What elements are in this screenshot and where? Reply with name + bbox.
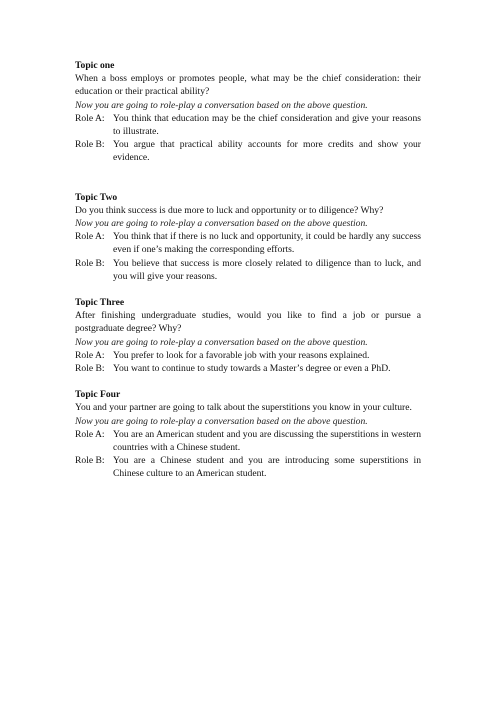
topic-instruction: Now you are going to role-play a conversation based on the above question. bbox=[75, 415, 368, 427]
role-text: You think that education may be the chief consideration and give your reasons to illustrate. bbox=[113, 112, 421, 138]
role-text: You are a Chinese student and you are introducing some superstitions in Chinese culture to an American student. bbox=[113, 455, 421, 480]
role-text: You think that if there is no luck and opportunity, it could be hardly any success even if one’s making the corresponding efforts. bbox=[113, 231, 421, 256]
role-label: Role A: bbox=[75, 349, 105, 361]
document-body bbox=[75, 59, 421, 481]
topic-question: When a boss employs or promotes people, what may be the chief consideration: their education or their practical ability? bbox=[75, 73, 421, 98]
topic-4 bbox=[75, 388, 421, 480]
topic-instruction: Now you are going to role-play a conversation based on the above question. bbox=[75, 218, 368, 230]
role-text: You want to continue to study towards a Master’s degree or even a PhD. bbox=[113, 363, 391, 375]
role-b bbox=[75, 362, 421, 375]
role-a bbox=[75, 428, 421, 454]
topic-title: Topic Four bbox=[75, 389, 121, 401]
role-label: Role A: bbox=[75, 112, 105, 124]
topic-question: After finishing undergraduate studies, would you like to find a job or pursue a postgraduate degree? Why? bbox=[75, 310, 421, 335]
role-label: Role B: bbox=[75, 257, 105, 269]
role-a bbox=[75, 112, 421, 138]
topic-2 bbox=[75, 191, 421, 283]
role-a bbox=[75, 349, 421, 362]
topic-title: Topic Two bbox=[75, 191, 118, 203]
role-b bbox=[75, 138, 421, 164]
role-a bbox=[75, 230, 421, 256]
role-label: Role B: bbox=[75, 455, 105, 467]
role-label: Role B: bbox=[75, 139, 105, 151]
role-b bbox=[75, 454, 421, 480]
topic-instruction: Now you are going to role-play a conversation based on the above question. bbox=[75, 336, 368, 348]
topic-3 bbox=[75, 296, 421, 375]
role-text: You prefer to look for a favorable job with your reasons explained. bbox=[113, 349, 370, 361]
role-label: Role A: bbox=[75, 428, 105, 440]
role-b bbox=[75, 257, 421, 283]
role-label: Role B: bbox=[75, 363, 105, 375]
topic-1 bbox=[75, 59, 421, 165]
role-label: Role A: bbox=[75, 231, 105, 243]
topic-question: You and your partner are going to talk about the superstitions you know in your culture. bbox=[75, 402, 412, 414]
role-text: You argue that practical ability accounts for more credits and show your evidence. bbox=[113, 139, 421, 164]
role-text: You believe that success is more closely related to diligence than to luck, and you will give your reasons. bbox=[113, 257, 421, 282]
topic-instruction: Now you are going to role-play a conversation based on the above question. bbox=[75, 99, 368, 111]
topic-title: Topic one bbox=[75, 60, 115, 71]
topic-question: Do you think success is due more to luck and opportunity or to diligence? Why? bbox=[75, 204, 384, 216]
topic-title: Topic Three bbox=[75, 297, 125, 309]
role-text: You are an American student and you are discussing the superstitions in western countries with a Chinese student. bbox=[113, 428, 421, 454]
